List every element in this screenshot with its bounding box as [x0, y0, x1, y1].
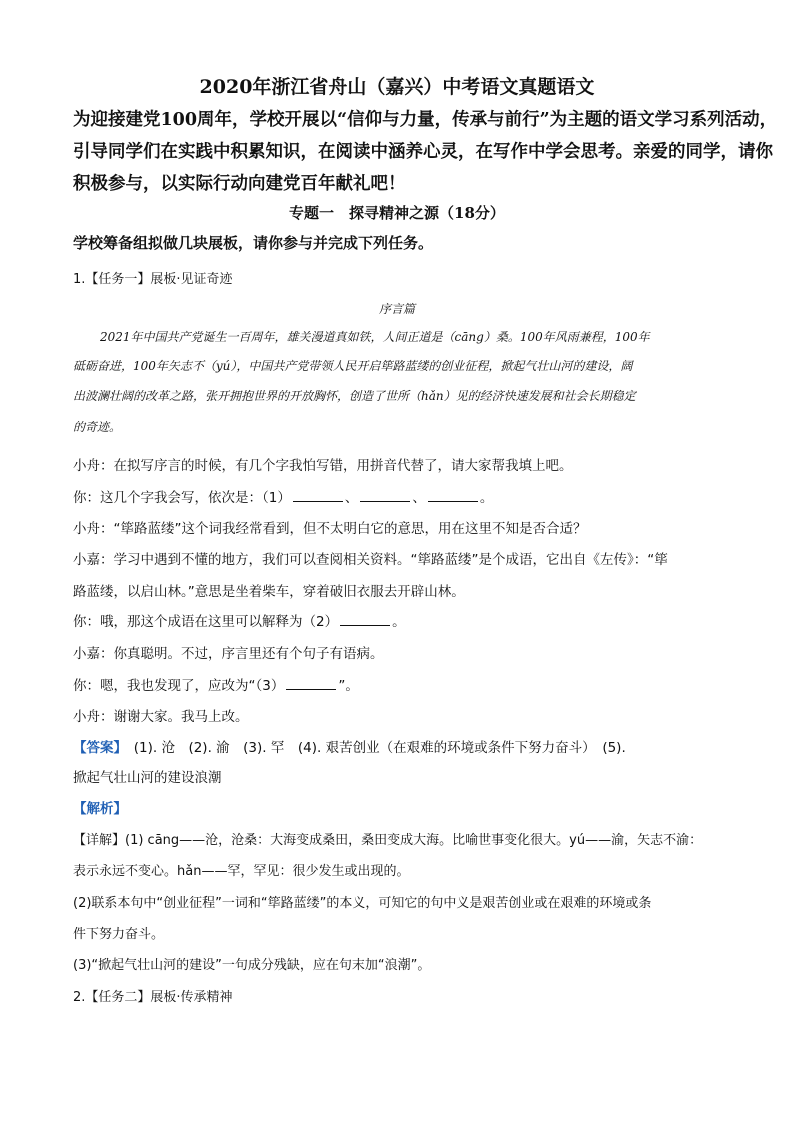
preface-line-3: 出波澜壮阔的改革之路，张开拥抱世界的开放胸怀，创造了世所（hǎn）见的经济快速发展和社会长期稳定	[73, 389, 636, 403]
blank-2[interactable]	[360, 487, 410, 502]
section-intro: 学校筹备组拟做几块展板，请你参与并完成下列任务。	[73, 234, 434, 252]
detail-line: 【详解】(1) cāng——沧，沧桑：大海变成桑田，桑田变成大海。比喻世事变化很大。yú——渝，矢志不渝：	[73, 833, 703, 848]
section-title: 专题一 探寻精神之源（18分）	[289, 204, 505, 222]
separator: 、	[344, 490, 359, 506]
dialogue-text: 你：嗯，我也发现了，应改为“（3）	[73, 678, 285, 694]
dialogue-text: 你：这几个字我会写，依次是：（1）	[73, 490, 291, 506]
task-2-heading: 2.【任务二】展板·传承精神	[73, 990, 233, 1005]
blank-1[interactable]	[293, 487, 343, 502]
separator: 、	[412, 490, 426, 506]
analysis-label: 【解析】	[73, 801, 127, 817]
blank-4[interactable]	[340, 611, 390, 626]
period: 。	[479, 490, 494, 506]
period: 。	[392, 614, 406, 630]
dialogue-line	[73, 674, 359, 694]
answer-label: 【答案】	[73, 740, 121, 756]
detail-line: (2)联系本句中“创业征程”一词和“筚路蓝缕”的本义，可知它的句中义是艰苦创业或在艰难的环境或条	[73, 896, 652, 911]
detail-line: 表示永远不变心。hǎn——罕，罕见：很少发生或出现的。	[73, 864, 410, 879]
dialogue-line: 小舟：谢谢大家。我马上改。	[73, 709, 249, 725]
dialogue-line: 路蓝缕，以启山林。”意思是坐着柴车，穿着破旧衣服去开辟山林。	[73, 584, 465, 600]
dialogue-line: 小嘉：你真聪明。不过，序言里还有个句子有语病。	[73, 646, 384, 662]
blank-5[interactable]	[286, 675, 336, 690]
detail-line: (3)“掀起气壮山河的建设”一句成分残缺，应在句末加“浪潮”。	[73, 958, 431, 973]
dialogue-line	[73, 486, 493, 506]
dialogue-text: ”。	[338, 678, 359, 694]
preface-line-4: 的奇迹。	[73, 420, 122, 434]
preface-title: 序言篇	[378, 302, 415, 316]
intro-line-2: 引导同学们在实践中积累知识，在阅读中涵养心灵，在写作中学会思考。亲爱的同学，请你	[73, 142, 773, 162]
intro-line-1: 为迎接建党100周年，学校开展以“信仰与力量，传承与前行”为主题的语文学习系列活动，	[73, 110, 778, 130]
preface-line-1: 2021年中国共产党诞生一百周年，雄关漫道真如铁，人间正道是（cāng）桑。100年风雨兼程，100年	[100, 330, 650, 344]
page-title: 2020年浙江省舟山（嘉兴）中考语文真题语文	[199, 76, 595, 98]
dialogue-line	[73, 610, 406, 630]
dialogue-text: 你：哦，那这个成语在这里可以解释为（2）	[73, 614, 339, 630]
dialogue-line: 小舟：在拟写序言的时候，有几个字我怕写错，用拼音代替了，请大家帮我填上吧。	[73, 458, 573, 474]
dialogue-line: 小舟：“筚路蓝缕”这个词我经常看到，但不太明白它的意思，用在这里不知是否合适？	[73, 521, 587, 537]
dialogue-line: 小嘉：学习中遇到不懂的地方，我们可以查阅相关资料。“筚路蓝缕”是个成语，它出自《左传》：“筚	[73, 552, 668, 568]
answer-line	[73, 736, 626, 756]
blank-3[interactable]	[428, 487, 478, 502]
detail-line: 件下努力奋斗。	[73, 927, 165, 942]
task-1-heading: 1.【任务一】展板·见证奇迹	[73, 272, 233, 287]
answer-text: (1). 沧 (2). 渝 (3). 罕 (4). 艰苦创业（在艰难的环境或条件下努力奋斗） (5).	[120, 740, 626, 756]
preface-line-2: 砥砺奋进，100年矢志不（yú），中国共产党带领人民开启筚路蓝缕的创业征程，掀起气壮山河的建设，阔	[73, 359, 633, 373]
answer-line-2: 掀起气壮山河的建设浪潮	[73, 770, 222, 786]
intro-line-3: 积极参与，以实际行动向建党百年献礼吧！	[73, 174, 406, 194]
